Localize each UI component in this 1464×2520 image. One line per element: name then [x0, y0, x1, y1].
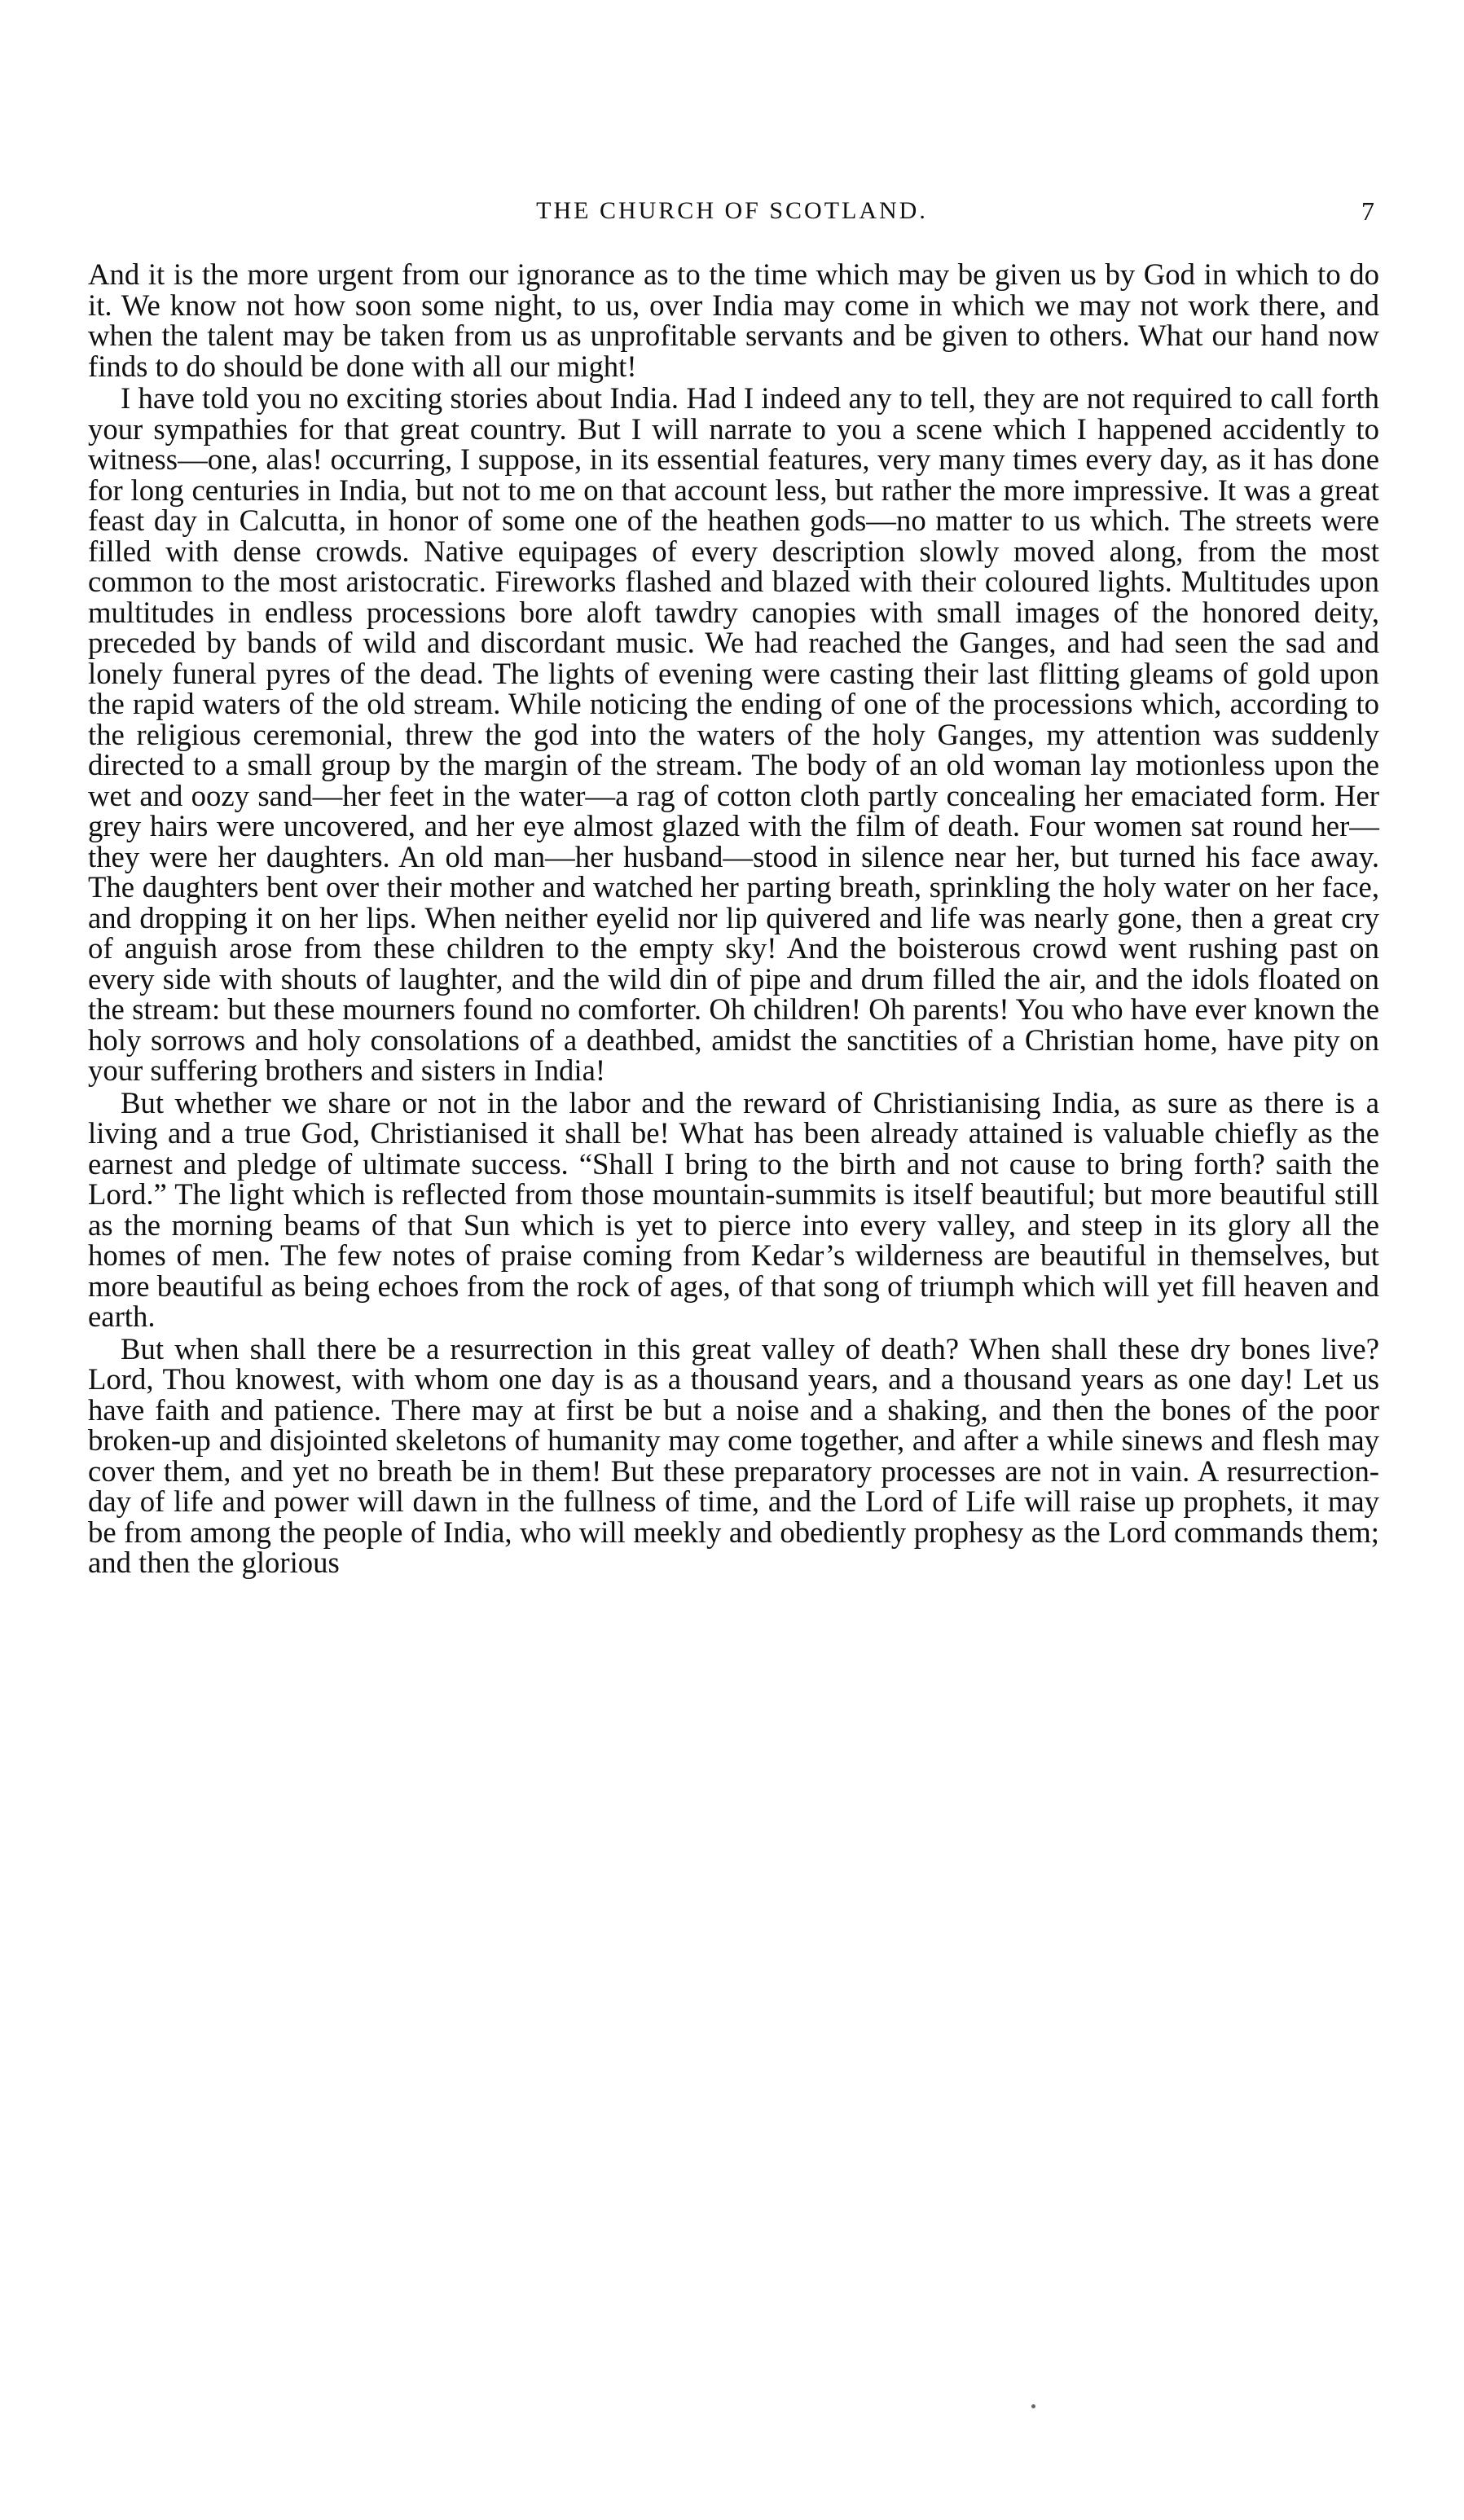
paragraph: But whether we share or not in the labor and the reward of Christianising India, as sure as there is a living and a true God, Christianised it shall be! What has been already attained is valuable chiefly as the earnest and pledge of ultimate success. “Shall I bring to the birth and not cause to bring forth? saith the Lord.” The light which is reflected from those mountain-summits is itself beautiful; but more beautiful still as the morning beams of that Sun which is yet to pierce into every valley, and steep in its glory all the homes of men. The few notes of praise coming from Kedar’s wilderness are beautiful in themselves, but more beautiful as being echoes from the rock of ages, of that song of triumph which will yet fill heaven and earth. [88, 1085, 1379, 1333]
paragraph: But when shall there be a resurrection in this great valley of death? When shall these dry bones live? Lord, Thou knowest, with whom one day is as a thousand years, and a thousand years as one day! Let us have faith and patience. There may at first be but a noise and a shaking, and then the bones of the poor broken-up and disjointed skeletons of humanity may come together, and after a while sinews and flesh may cover them, and yet no breath be in them! But these preparatory processes are not in vain. A resurrection-day of life and power will dawn in the fullness of time, and the Lord of Life will raise up prophets, it may be from among the people of India, who will meekly and obediently prophesy as the Lord commands them; and then the glorious [88, 1331, 1379, 1579]
paragraph: I have told you no exciting stories about India. Had I indeed any to tell, they are not required to call forth your sympathies for that great country. But I will narrate to you a scene which I happened accidently to witness—one, alas! occurring, I suppose, in its essential features, very many times every day, as it has done for long centuries in India, but not to me on that account less, but rather the more impressive. It was a great feast day in Calcutta, in honor of some one of the heathen gods—no matter to us which. The streets were filled with dense crowds. Native equipages of every description slowly moved along, from the most common to the most aristocratic. Fireworks flashed and blazed with their coloured lights. Multitudes upon multitudes in endless processions bore aloft tawdry canopies with small images of the honored deity, preceded by bands of wild and discordant music. We had reached the Ganges, and had seen the sad and lonely funeral pyres of the dead. The lights of evening were casting their last flitting gleams of gold upon the rapid waters of the old stream. While noticing the ending of one of the processions which, according to the religious ceremonial, threw the god into the waters of the holy Ganges, my attention was suddenly directed to a small group by the margin of the stream. The body of an old woman lay motionless upon the wet and oozy sand—her feet in the water—a rag of cotton cloth partly concealing her emaciated form. Her grey hairs were uncovered, and her eye almost glazed with the film of death. Four women sat round her—they were her daughters. An old man—her husband—stood in silence near her, but turned his face away. The daughters bent over their mother and watched her parting breath, sprinkling the holy water on her face, and dropping it on her lips. When neither eyelid nor lip quivered and life was nearly gone, then a great cry of anguish arose from these children to the empty sky! And the boisterous crowd went rushing past on every side with shouts of laughter, and the wild din of pipe and drum filled the air, and the idols floated on the stream: but these mourners found no comforter. Oh children! Oh parents! You who have ever known the holy sorrows and holy consolations of a deathbed, amidst the sanctities of a Christian home, have pity on your suffering brothers and sisters in India! [88, 381, 1379, 1087]
body-text [88, 259, 1379, 1578]
paragraph: And it is the more urgent from our ignorance as to the time which may be given us by God in which to do it. We know not how soon some night, to us, over India may come in which we may not work there, and when the talent may be taken from us as unprofitable servants and be given to others. What our hand now finds to do should be done with all our might! [88, 257, 1379, 383]
running-title: THE CHURCH OF SCOTLAND. [536, 197, 928, 224]
page-number: 7 [1361, 196, 1374, 226]
print-speck [1031, 2404, 1035, 2408]
running-head [0, 192, 1464, 230]
